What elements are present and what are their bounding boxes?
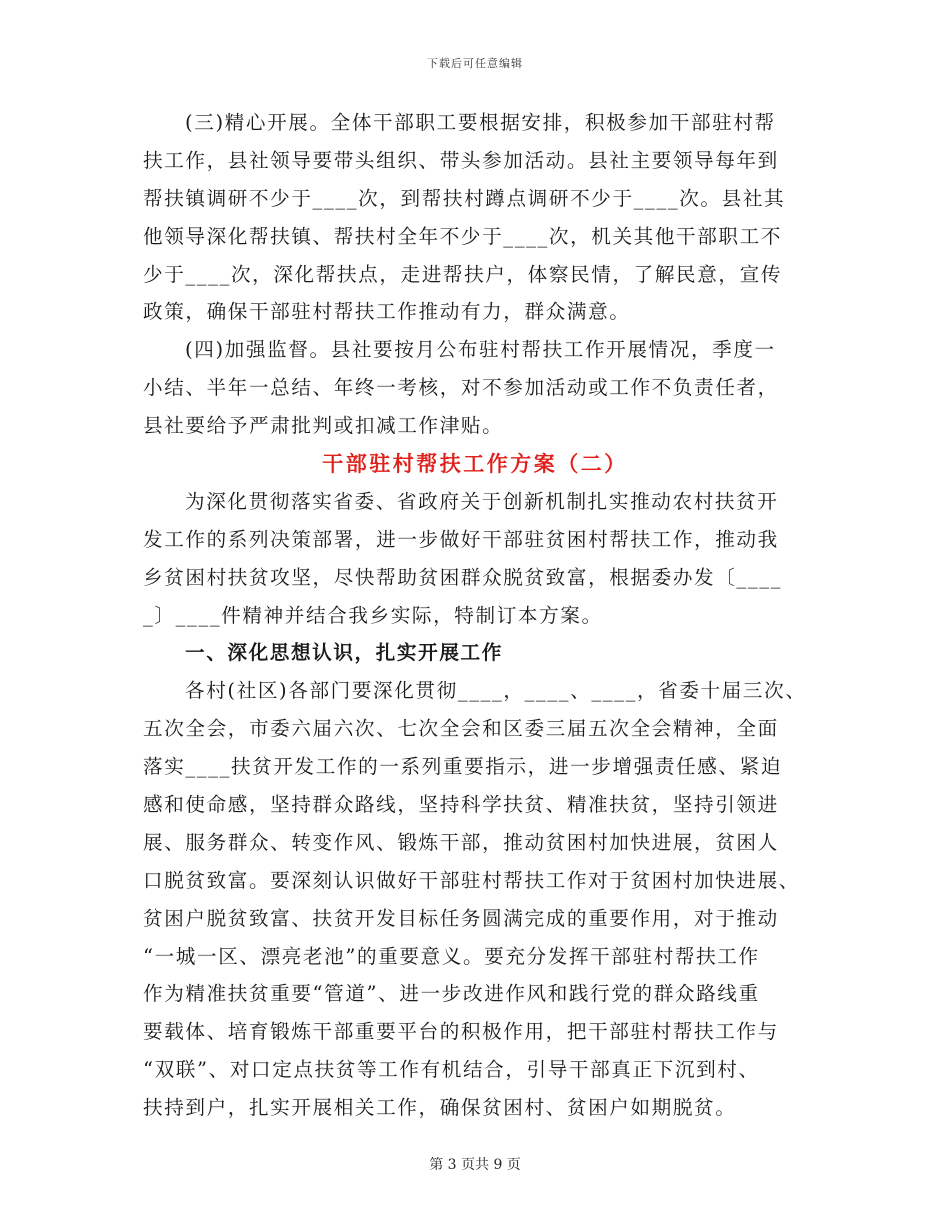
paragraph-first-line: (三)精心开展。全体干部职工要根据安排，积极参加干部驻村帮 xyxy=(185,111,776,134)
page-footer: 第 3 页共 9 页 xyxy=(429,1157,521,1173)
paragraph-first-line: (四)加强监督。县社要按月公布驻村帮扶工作开展情况，季度一 xyxy=(185,338,776,362)
paragraph-line: 帮扶镇调研不少于____次，到帮扶村蹲点调研不少于____次。县社其 xyxy=(143,186,786,210)
paragraph-line: 扶工作，县社领导要带头组织、带头参加活动。县社主要领导每年到 xyxy=(143,148,779,172)
paragraph-line: 小结、半年一总结、年终一考核，对不参加活动或工作不负责任者， xyxy=(143,376,779,400)
paragraph-line: 扶持到户，扎实开展相关工作，确保贫困村、贫困户如期脱贫。 xyxy=(143,1096,737,1120)
paragraph-line: 五次全会，市委六届六次、七次全会和区委三届五次全会精神，全面 xyxy=(143,717,779,741)
section-title: 干部驻村帮扶工作方案（二） xyxy=(322,451,628,477)
paragraph-line: 乡贫困村扶贫攻坚，尽快帮助贫困群众脱贫致富，根据委办发〔____ xyxy=(143,565,783,589)
paragraph-line: 展、服务群众、转变作风、锻炼干部，推动贫困村加快进展，贫困人 xyxy=(143,830,779,854)
paragraph-first-line: 为深化贯彻落实省委、省政府关于创新机制扎实推动农村扶贫开 xyxy=(185,489,779,513)
paragraph-line: 贫困户脱贫致富、扶贫开发目标任务圆满完成的重要作用，对于推动 xyxy=(143,906,779,930)
paragraph-line: 落实____扶贫开发工作的一系列重要指示，进一步增强责任感、紧迫 xyxy=(143,755,783,779)
paragraph-line: _〕____件精神并结合我乡实际，特制订本方案。 xyxy=(143,603,603,627)
paragraph-line: 口脱贫致富。要深刻认识做好干部驻村帮扶工作对于贫困村加快进展、 xyxy=(143,868,801,892)
page-header-note: 下载后可任意编辑 xyxy=(427,57,523,70)
paragraph-first-line: 各村(社区)各部门要深化贯彻____，____、____，省委十届三次、 xyxy=(185,679,807,703)
paragraph-line: 作为精准扶贫重要“管道”、进一步改进作风和践行党的群众路线重 xyxy=(143,982,760,1006)
document-body xyxy=(143,104,807,1127)
paragraph-line: 政策，确保干部驻村帮扶工作推动有力，群众满意。 xyxy=(143,300,631,324)
section-heading: 一、深化思想认识，扎实开展工作 xyxy=(185,641,503,665)
paragraph-line: 感和使命感，坚持群众路线，坚持科学扶贫、精准扶贫，坚持引领进 xyxy=(143,793,779,817)
paragraph-line: 要载体、培育锻炼干部重要平台的积极作用，把干部驻村帮扶工作与 xyxy=(143,1020,779,1044)
paragraph-line: 少于____次，深化帮扶点，走进帮扶户，体察民情，了解民意，宣传 xyxy=(143,262,783,286)
paragraph-line: 发工作的系列决策部署，进一步做好干部驻贫困村帮扶工作，推动我 xyxy=(143,527,779,551)
paragraph-line: 他领导深化帮扶镇、帮扶村全年不少于____次，机关其他干部职工不 xyxy=(143,224,783,248)
paragraph-line: “双联”、对口定点扶贫等工作有机结合，引导干部真正下沉到村、 xyxy=(143,1058,760,1082)
paragraph-line: “一城一区、漂亮老池”的重要意义。要充分发挥干部驻村帮扶工作 xyxy=(143,944,760,968)
paragraph-line: 县社要给予严肃批判或扣减工作津贴。 xyxy=(143,414,504,438)
